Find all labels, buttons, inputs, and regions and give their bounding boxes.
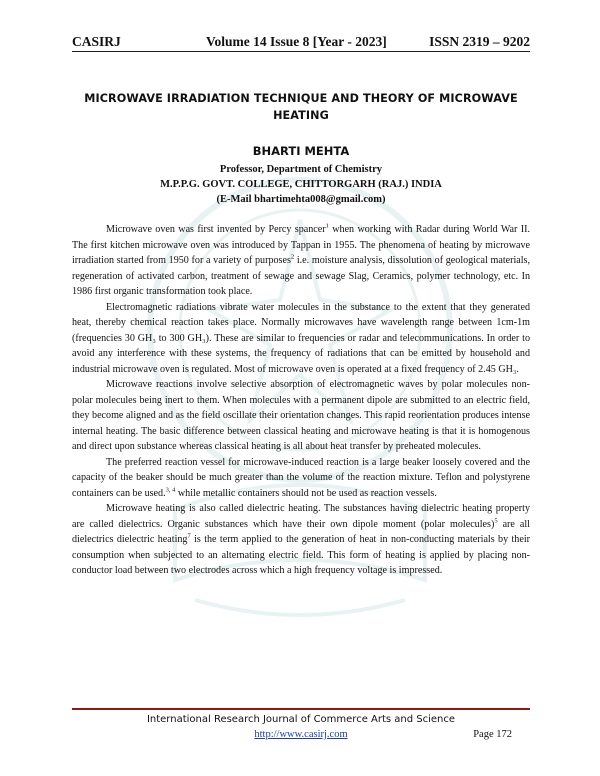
p1-text-b: when working with Radar during World War II. The first kitchen microwave oven was introduced by Tappan in 1955. The phenomena of heating by microwave irradiation started from 1950 for a variety of purposes	[72, 224, 530, 266]
citation-7: 7	[187, 532, 191, 540]
citation-2: 2	[290, 253, 295, 261]
paragraph-4	[72, 455, 530, 502]
p1-text-a: Microwave oven was first invented by Percy spancer	[106, 224, 326, 235]
citation-5: 5	[494, 517, 498, 525]
footer-journal-link[interactable]: http://www.casirj.com	[254, 729, 348, 740]
p1-text-c: i.e. moisture analysis, dissolution of geological materials, regeneration of activated carbon, treatment of sewage and sewage Slag, Ceramics, polymer technology, etc. In 1986 first organic transformation took place.	[72, 255, 531, 297]
paragraph-3: Microwave reactions involve selective absorption of electromagnetic waves by polar molecules non-polar molecules being inert to them. When molecules with a permanent dipole are submitted to an electric field, they become aligned and as the field oscillate their orientation changes. This rapid reorientation produces intense internal heating. The basic difference between classical heating and microwave heating is that it is homogenous and direct upon substance whereas classical heating is all about heat transfer by preheated molecules.	[72, 379, 530, 452]
paragraph-5	[72, 501, 530, 579]
running-header	[72, 34, 530, 50]
page-number: Page 172	[473, 729, 512, 740]
citation-3-4: 3, 4	[165, 486, 176, 494]
p5-text-b: are all dielectrics dielectric heating	[72, 518, 530, 545]
header-rule	[72, 51, 530, 52]
article-title	[72, 90, 530, 124]
p4-text-a: The preferred reaction vessel for microwave-induced reaction is a large beaker loosely covered and the capacity of the beaker should be much greater than the volume of the reaction mixture. Teflon and polystyrene containers can be used.	[72, 456, 530, 499]
author-position: Professor, Department of Chemistry	[219, 164, 383, 175]
header-journal: CASIRJ	[72, 34, 121, 49]
author-institution: M.P.P.G. GOVT. COLLEGE, CHITTORGARH (RAJ.) INDIA	[160, 179, 442, 190]
author-affiliation	[72, 162, 530, 207]
header-issn: ISSN 2319 – 9202	[429, 34, 530, 49]
footer-journal-name: International Research Journal of Commerce Arts and Science	[146, 714, 456, 725]
header-volume: Volume 14 Issue 8 [Year - 2023]	[206, 34, 387, 49]
p4-text-b: while metallic containers should not be used as reaction vessels.	[175, 487, 437, 499]
author-email: (E-Mail bhartimehta008@gmail.com)	[216, 194, 386, 205]
article-body	[72, 222, 530, 579]
p5-text-a: Microwave heating is also called dielectric heating. The substances having dielectric heating property are called dielectrics. Organic substances which have their own dipole moment (polar molecules)	[72, 503, 530, 530]
author-name: BHARTI MEHTA	[252, 144, 350, 158]
title-line-2: HEATING	[273, 109, 329, 122]
title-line-1: MICROWAVE IRRADIATION TECHNIQUE AND THEORY OF MICROWAVE	[84, 92, 518, 105]
p5-text-c: is the term applied to the generation of heat in non-conducting materials by their consumption when subjected to an alternating electric field. This form of heating is applied by placing non-conductor load between two electrodes across which a high frequency voltage is impressed.	[72, 534, 531, 576]
paragraph-2: Electromagnetic radiations vibrate water molecules in the substance to the extent that they generated heat, thereby chemical reaction takes place. Normally microwaves have wavelength range between 1cm-1m (frequencies 30 GH₃ to 300 GH₃). These are similar to frequencies or radar and telecommunications. In order to avoid any interference with these systems, the frequency of radiations that can be emitted by household and industrial microwave oven is regulated. Most of microwave oven is operated at a fixed frequency of 2.45 GH₃.	[72, 301, 530, 375]
citation-1: 1	[325, 222, 329, 230]
paragraph-1	[72, 222, 530, 300]
footer-rule	[72, 708, 530, 710]
